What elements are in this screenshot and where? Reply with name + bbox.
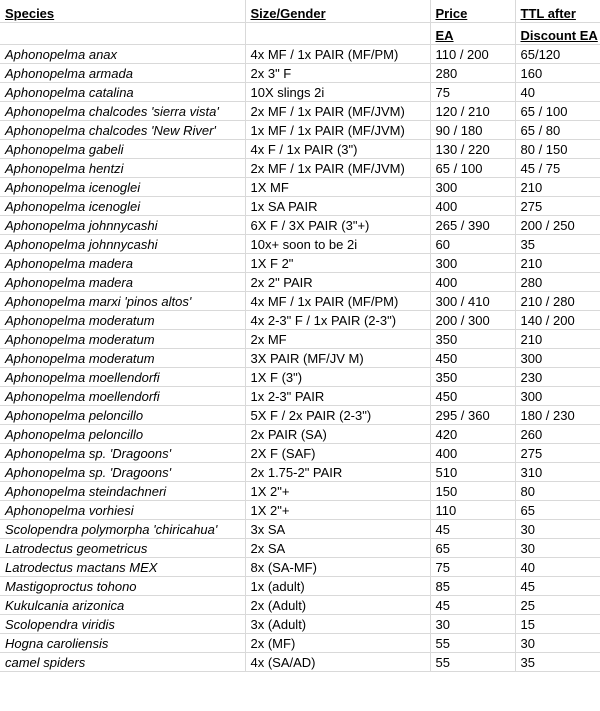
discount-price-cell[interactable]: 180 / 230 (515, 405, 600, 424)
price-cell[interactable]: 130 / 220 (430, 139, 515, 158)
table-row (0, 405, 600, 424)
size-gender-cell[interactable]: 2x PAIR (SA) (245, 424, 430, 443)
species-cell[interactable]: Aphonopelma vorhiesi (0, 500, 245, 519)
price-cell[interactable]: 280 (430, 63, 515, 82)
size-gender-cell[interactable]: 10X slings 2i (245, 82, 430, 101)
size-gender-cell[interactable]: 2x MF (245, 329, 430, 348)
size-gender-cell[interactable]: 1X 2"+ (245, 481, 430, 500)
species-cell[interactable]: Latrodectus mactans MEX (0, 557, 245, 576)
table-row (0, 215, 600, 234)
discount-price-cell[interactable]: 300 (515, 386, 600, 405)
size-gender-cell[interactable]: 1X 2"+ (245, 500, 430, 519)
header-blank-cell[interactable] (245, 22, 430, 44)
header-row-2 (0, 22, 600, 44)
discount-price-cell[interactable]: 160 (515, 63, 600, 82)
table-row (0, 367, 600, 386)
table-row (0, 557, 600, 576)
header-price[interactable]: Price (430, 0, 515, 22)
table-row (0, 272, 600, 291)
species-cell[interactable]: Aphonopelma steindachneri (0, 481, 245, 500)
species-cell[interactable]: Aphonopelma anax (0, 44, 245, 63)
species-cell[interactable]: Aphonopelma hentzi (0, 158, 245, 177)
price-cell[interactable]: 200 / 300 (430, 310, 515, 329)
size-gender-cell[interactable]: 1x MF / 1x PAIR (MF/JVM) (245, 120, 430, 139)
species-cell[interactable]: Aphonopelma peloncillo (0, 424, 245, 443)
discount-price-cell[interactable]: 35 (515, 234, 600, 253)
price-cell[interactable]: 45 (430, 595, 515, 614)
table-row (0, 158, 600, 177)
species-cell[interactable]: Aphonopelma madera (0, 272, 245, 291)
species-cell[interactable]: Aphonopelma sp. 'Dragoons' (0, 462, 245, 481)
table-row (0, 519, 600, 538)
species-cell[interactable]: Aphonopelma chalcodes 'sierra vista' (0, 101, 245, 120)
species-cell[interactable]: Aphonopelma gabeli (0, 139, 245, 158)
discount-price-cell[interactable]: 260 (515, 424, 600, 443)
size-gender-cell[interactable]: 4x MF / 1x PAIR (MF/PM) (245, 44, 430, 63)
price-cell[interactable]: 265 / 390 (430, 215, 515, 234)
discount-price-cell[interactable]: 80 (515, 481, 600, 500)
species-cell[interactable]: Aphonopelma armada (0, 63, 245, 82)
species-cell[interactable]: Aphonopelma icenoglei (0, 177, 245, 196)
discount-price-cell[interactable]: 65 (515, 500, 600, 519)
table-row (0, 462, 600, 481)
size-gender-cell[interactable]: 4x MF / 1x PAIR (MF/PM) (245, 291, 430, 310)
species-cell[interactable]: Aphonopelma chalcodes 'New River' (0, 120, 245, 139)
price-cell[interactable]: 75 (430, 557, 515, 576)
size-gender-cell[interactable]: 3X PAIR (MF/JV M) (245, 348, 430, 367)
header-discount-ea[interactable]: Discount EA (515, 22, 600, 44)
price-cell[interactable]: 450 (430, 386, 515, 405)
size-gender-cell[interactable]: 5X F / 2x PAIR (2-3") (245, 405, 430, 424)
size-gender-cell[interactable]: 1x SA PAIR (245, 196, 430, 215)
discount-price-cell[interactable]: 300 (515, 348, 600, 367)
header-price-ea[interactable]: EA (430, 22, 515, 44)
size-gender-cell[interactable]: 10x+ soon to be 2i (245, 234, 430, 253)
species-cell[interactable]: camel spiders (0, 652, 245, 671)
table-row (0, 63, 600, 82)
size-gender-cell[interactable]: 1X F (3") (245, 367, 430, 386)
discount-price-cell[interactable]: 40 (515, 557, 600, 576)
species-cell[interactable]: Scolopendra viridis (0, 614, 245, 633)
discount-price-cell[interactable]: 230 (515, 367, 600, 386)
discount-price-cell[interactable]: 45 / 75 (515, 158, 600, 177)
price-cell[interactable]: 420 (430, 424, 515, 443)
table-row (0, 576, 600, 595)
table-row (0, 139, 600, 158)
price-cell[interactable]: 85 (430, 576, 515, 595)
discount-price-cell[interactable]: 275 (515, 196, 600, 215)
size-gender-cell[interactable]: 6X F / 3X PAIR (3"+) (245, 215, 430, 234)
size-gender-cell[interactable]: 2x 3" F (245, 63, 430, 82)
price-cell[interactable]: 30 (430, 614, 515, 633)
discount-price-cell[interactable]: 210 / 280 (515, 291, 600, 310)
price-cell[interactable]: 400 (430, 443, 515, 462)
price-cell[interactable]: 45 (430, 519, 515, 538)
size-gender-cell[interactable]: 2x MF / 1x PAIR (MF/JVM) (245, 158, 430, 177)
price-cell[interactable]: 510 (430, 462, 515, 481)
discount-price-cell[interactable]: 210 (515, 253, 600, 272)
header-ttl-after[interactable]: TTL after (515, 0, 600, 22)
species-cell[interactable]: Latrodectus geometricus (0, 538, 245, 557)
table-row (0, 253, 600, 272)
price-cell[interactable]: 65 (430, 538, 515, 557)
size-gender-cell[interactable]: 2x 2" PAIR (245, 272, 430, 291)
table-row (0, 120, 600, 139)
discount-price-cell[interactable]: 275 (515, 443, 600, 462)
price-cell[interactable]: 350 (430, 367, 515, 386)
table-row (0, 329, 600, 348)
table-row (0, 196, 600, 215)
table-row (0, 234, 600, 253)
species-cell[interactable]: Aphonopelma moderatum (0, 329, 245, 348)
table-row (0, 481, 600, 500)
size-gender-cell[interactable]: 2x (Adult) (245, 595, 430, 614)
price-cell[interactable]: 450 (430, 348, 515, 367)
species-cell[interactable]: Aphonopelma marxi 'pinos altos' (0, 291, 245, 310)
size-gender-cell[interactable]: 1x 2-3" PAIR (245, 386, 430, 405)
discount-price-cell[interactable]: 30 (515, 519, 600, 538)
table-row (0, 500, 600, 519)
species-cell[interactable]: Aphonopelma moellendorfi (0, 367, 245, 386)
species-cell[interactable]: Aphonopelma catalina (0, 82, 245, 101)
species-cell[interactable]: Mastigoproctus tohono (0, 576, 245, 595)
species-cell[interactable]: Aphonopelma icenoglei (0, 196, 245, 215)
size-gender-cell[interactable]: 2x SA (245, 538, 430, 557)
species-cell[interactable]: Aphonopelma johnnycashi (0, 234, 245, 253)
discount-price-cell[interactable]: 200 / 250 (515, 215, 600, 234)
species-cell[interactable]: Aphonopelma peloncillo (0, 405, 245, 424)
table-row (0, 348, 600, 367)
price-cell[interactable]: 150 (430, 481, 515, 500)
species-cell[interactable]: Aphonopelma moellendorfi (0, 386, 245, 405)
price-cell[interactable]: 55 (430, 652, 515, 671)
size-gender-cell[interactable]: 4x 2-3" F / 1x PAIR (2-3") (245, 310, 430, 329)
species-cell[interactable]: Kukulcania arizonica (0, 595, 245, 614)
discount-price-cell[interactable]: 140 / 200 (515, 310, 600, 329)
price-cell[interactable]: 75 (430, 82, 515, 101)
species-cell[interactable]: Aphonopelma sp. 'Dragoons' (0, 443, 245, 462)
discount-price-cell[interactable]: 210 (515, 177, 600, 196)
size-gender-cell[interactable]: 3x (Adult) (245, 614, 430, 633)
discount-price-cell[interactable]: 25 (515, 595, 600, 614)
size-gender-cell[interactable]: 4x (SA/AD) (245, 652, 430, 671)
discount-price-cell[interactable]: 40 (515, 82, 600, 101)
price-cell[interactable]: 55 (430, 633, 515, 652)
table-row (0, 424, 600, 443)
discount-price-cell[interactable]: 30 (515, 633, 600, 652)
species-cell[interactable]: Scolopendra polymorpha 'chiricahua' (0, 519, 245, 538)
price-cell[interactable]: 60 (430, 234, 515, 253)
price-cell[interactable]: 300 (430, 253, 515, 272)
table-row (0, 652, 600, 671)
price-cell[interactable]: 300 (430, 177, 515, 196)
table-row (0, 633, 600, 652)
species-cell[interactable]: Aphonopelma madera (0, 253, 245, 272)
species-cell[interactable]: Aphonopelma johnnycashi (0, 215, 245, 234)
size-gender-cell[interactable]: 2x 1.75-2" PAIR (245, 462, 430, 481)
table-row (0, 82, 600, 101)
table-row (0, 614, 600, 633)
discount-price-cell[interactable]: 210 (515, 329, 600, 348)
discount-price-cell[interactable]: 35 (515, 652, 600, 671)
discount-price-cell[interactable]: 80 / 150 (515, 139, 600, 158)
size-gender-cell[interactable]: 1X MF (245, 177, 430, 196)
size-gender-cell[interactable]: 4x F / 1x PAIR (3") (245, 139, 430, 158)
price-cell[interactable]: 400 (430, 272, 515, 291)
size-gender-cell[interactable]: 1X F 2" (245, 253, 430, 272)
price-cell[interactable]: 295 / 360 (430, 405, 515, 424)
size-gender-cell[interactable]: 2x (MF) (245, 633, 430, 652)
header-size-gender[interactable]: Size/Gender (245, 0, 430, 22)
species-cell[interactable]: Aphonopelma moderatum (0, 348, 245, 367)
price-cell[interactable]: 90 / 180 (430, 120, 515, 139)
table-row (0, 386, 600, 405)
table-row (0, 538, 600, 557)
discount-price-cell[interactable]: 30 (515, 538, 600, 557)
table-row (0, 177, 600, 196)
discount-price-cell[interactable]: 65/120 (515, 44, 600, 63)
price-cell[interactable]: 300 / 410 (430, 291, 515, 310)
table-row (0, 310, 600, 329)
header-row (0, 0, 600, 22)
size-gender-cell[interactable]: 8x (SA-MF) (245, 557, 430, 576)
size-gender-cell[interactable]: 2x MF / 1x PAIR (MF/JVM) (245, 101, 430, 120)
price-cell[interactable]: 65 / 100 (430, 158, 515, 177)
discount-price-cell[interactable]: 65 / 80 (515, 120, 600, 139)
species-cell[interactable]: Hogna caroliensis (0, 633, 245, 652)
discount-price-cell[interactable]: 65 / 100 (515, 101, 600, 120)
header-species[interactable]: Species (0, 0, 245, 22)
discount-price-cell[interactable]: 15 (515, 614, 600, 633)
table-row (0, 595, 600, 614)
discount-price-cell[interactable]: 45 (515, 576, 600, 595)
table-row (0, 44, 600, 63)
size-gender-cell[interactable]: 3x SA (245, 519, 430, 538)
table-row (0, 291, 600, 310)
header-blank-cell[interactable] (0, 22, 245, 44)
table-row (0, 101, 600, 120)
size-gender-cell[interactable]: 2X F (SAF) (245, 443, 430, 462)
species-cell[interactable]: Aphonopelma moderatum (0, 310, 245, 329)
size-gender-cell[interactable]: 1x (adult) (245, 576, 430, 595)
price-cell[interactable]: 400 (430, 196, 515, 215)
price-cell[interactable]: 120 / 210 (430, 101, 515, 120)
price-cell[interactable]: 110 / 200 (430, 44, 515, 63)
table-row (0, 443, 600, 462)
price-cell[interactable]: 350 (430, 329, 515, 348)
price-cell[interactable]: 110 (430, 500, 515, 519)
discount-price-cell[interactable]: 310 (515, 462, 600, 481)
discount-price-cell[interactable]: 280 (515, 272, 600, 291)
